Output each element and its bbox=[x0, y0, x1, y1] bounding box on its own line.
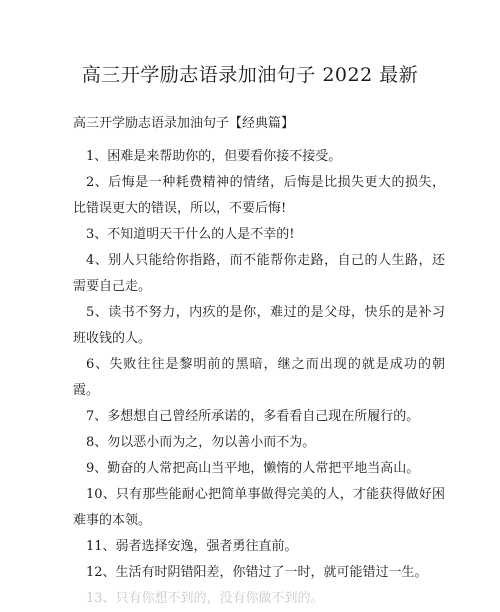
list-item: 8、勿以恶小而为之，勿以善小而不为。 bbox=[86, 435, 316, 450]
list-item: 9、勤奋的人常把高山当平地，懒惰的人常把平地当高山。 bbox=[86, 461, 420, 476]
list-item: 2、后悔是一种耗费精神的情绪，后悔是比损失更大的损失，比错误更大的错误，所以，不要后悔! bbox=[73, 175, 445, 216]
document-title: 高三开学励志语录加油句子 2022 最新 bbox=[81, 64, 419, 86]
list-item: 3、不知道明天干什么的人是不幸的! bbox=[86, 227, 295, 242]
quote-list bbox=[73, 144, 445, 606]
list-item: 1、困难是来帮助你的，但要看你接不接受。 bbox=[86, 149, 342, 164]
list-item: 7、多想想自己曾经所承诺的，多看看自己现在所履行的。 bbox=[86, 409, 420, 424]
list-item: 13、只有你想不到的，没有你做不到的。 bbox=[86, 591, 324, 606]
list-item: 12、生活有时阴错阳差，你错过了一时，就可能错过一生。 bbox=[86, 565, 428, 580]
list-item: 10、只有那些能耐心把简单事做得完美的人，才能获得做好困难事的本领。 bbox=[73, 487, 445, 528]
document-subtitle: 高三开学励志语录加油句子【经典篇】 bbox=[73, 116, 295, 131]
list-item: 6、失败往往是黎明前的黑暗，继之而出现的就是成功的朝霞。 bbox=[73, 357, 445, 398]
list-item: 5、读书不努力，内疚的是你，难过的是父母，快乐的是补习班收钱的人。 bbox=[73, 305, 445, 346]
list-item: 4、别人只能给你指路，而不能帮你走路，自己的人生路，还需要自己走。 bbox=[73, 253, 445, 294]
list-item: 11、弱者选择安逸，强者勇往直前。 bbox=[86, 539, 298, 554]
